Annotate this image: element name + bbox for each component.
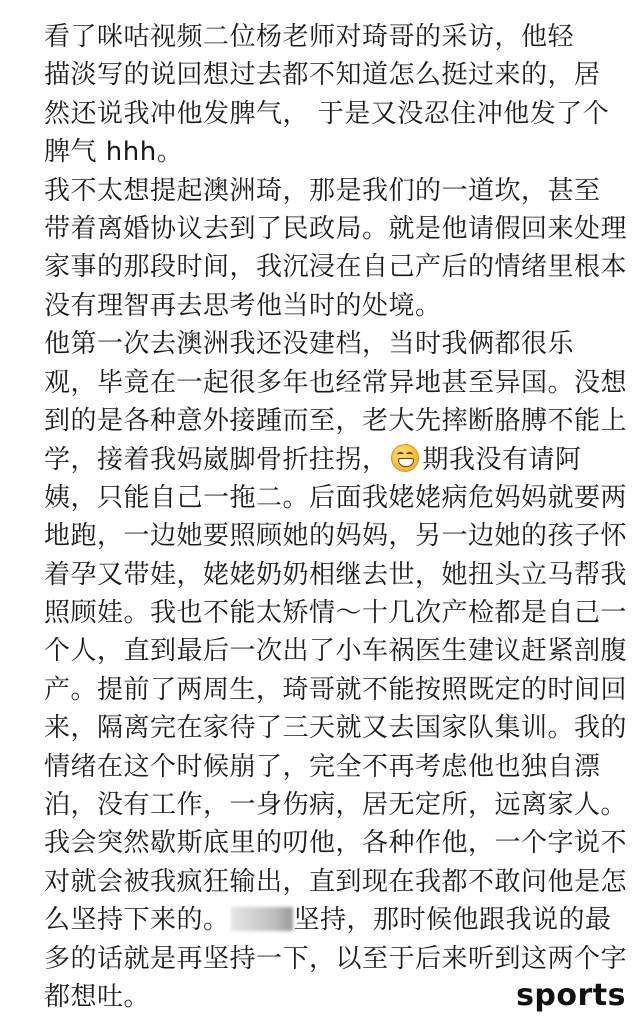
text-line: 着孕又带娃，姥姥奶奶相继去世，她扭头立马帮我: [44, 559, 628, 590]
text-line: 没有理智再去思考他当时的处境。: [44, 290, 442, 321]
text-line: 我会突然歇斯底里的叨他，各种作他，一个字说不: [44, 828, 628, 859]
watermark: sports: [516, 978, 626, 1013]
text-line: 个人，直到最后一次出了小车祸医生建议赶紧剖腹: [44, 636, 628, 667]
text-line: 看了咪咕视频二位杨老师对琦哥的采访，他轻: [44, 22, 575, 52]
text-line: 情绪在这个时候崩了，完全不再考虑他也独自漂: [44, 751, 601, 782]
text-segment: 么坚持下来的。: [44, 905, 230, 936]
text-segment: 期我没有请阿: [422, 445, 582, 476]
text-line: 观，毕竟在一起很多年也经常异地甚至异国。没想: [44, 367, 628, 398]
text-line: 然还说我冲他发脾气， 于是又没忍住冲他发了个: [44, 98, 610, 129]
text-line: 来，隔离完在家待了三天就又去国家队集训。我的: [44, 713, 628, 744]
text-line: [44, 905, 612, 935]
text-line: [44, 444, 582, 475]
grimacing-face-icon: [391, 444, 419, 472]
text-segment: 学，接着我妈崴脚骨折拄拐，: [44, 445, 389, 476]
text-line: 产。提前了两周生，琦哥就不能按照既定的时间回: [44, 674, 628, 705]
text-line: 我不太想提起澳洲琦，那是我们的一道坎，甚至: [44, 175, 601, 206]
text-line: 泊，没有工作，一身伤病，居无定所，远离家人。: [44, 790, 628, 820]
text-line: 脾气 hhh。: [44, 137, 184, 168]
text-line: 姨，只能自己一拖二。后面我姥姥病危妈妈就要两: [44, 482, 628, 513]
text-line: 对就会被我疯狂输出，直到现在我都不敢问他是怎: [44, 866, 628, 897]
text-segment: 坚持，那时候他跟我说的最: [293, 905, 612, 936]
text-line: 带着离婚协议去到了民政局。就是他请假回来处理: [44, 214, 628, 244]
text-line: 地跑，一边她要照顾她的妈妈，另一边她的孩子怀: [44, 521, 628, 552]
text-line: 照顾娃。我也不能太矫情～十几次产检都是自己一: [44, 598, 628, 628]
blurred-text: [231, 907, 293, 931]
text-line: 多的话就是再坚持一下，以至于后来听到这两个字: [44, 943, 628, 974]
text-line: 到的是各种意外接踵而至，老大先摔断胳膊不能上: [44, 406, 628, 436]
text-line: 描淡写的说回想过去都不知道怎么挺过来的，居: [44, 60, 601, 91]
text-line: 都想吐。: [44, 982, 151, 1012]
text-line: 家事的那段时间，我沉浸在自己产后的情绪里根本: [44, 252, 628, 283]
text-line: 他第一次去澳洲我还没建档，当时我俩都很乐: [44, 329, 575, 360]
